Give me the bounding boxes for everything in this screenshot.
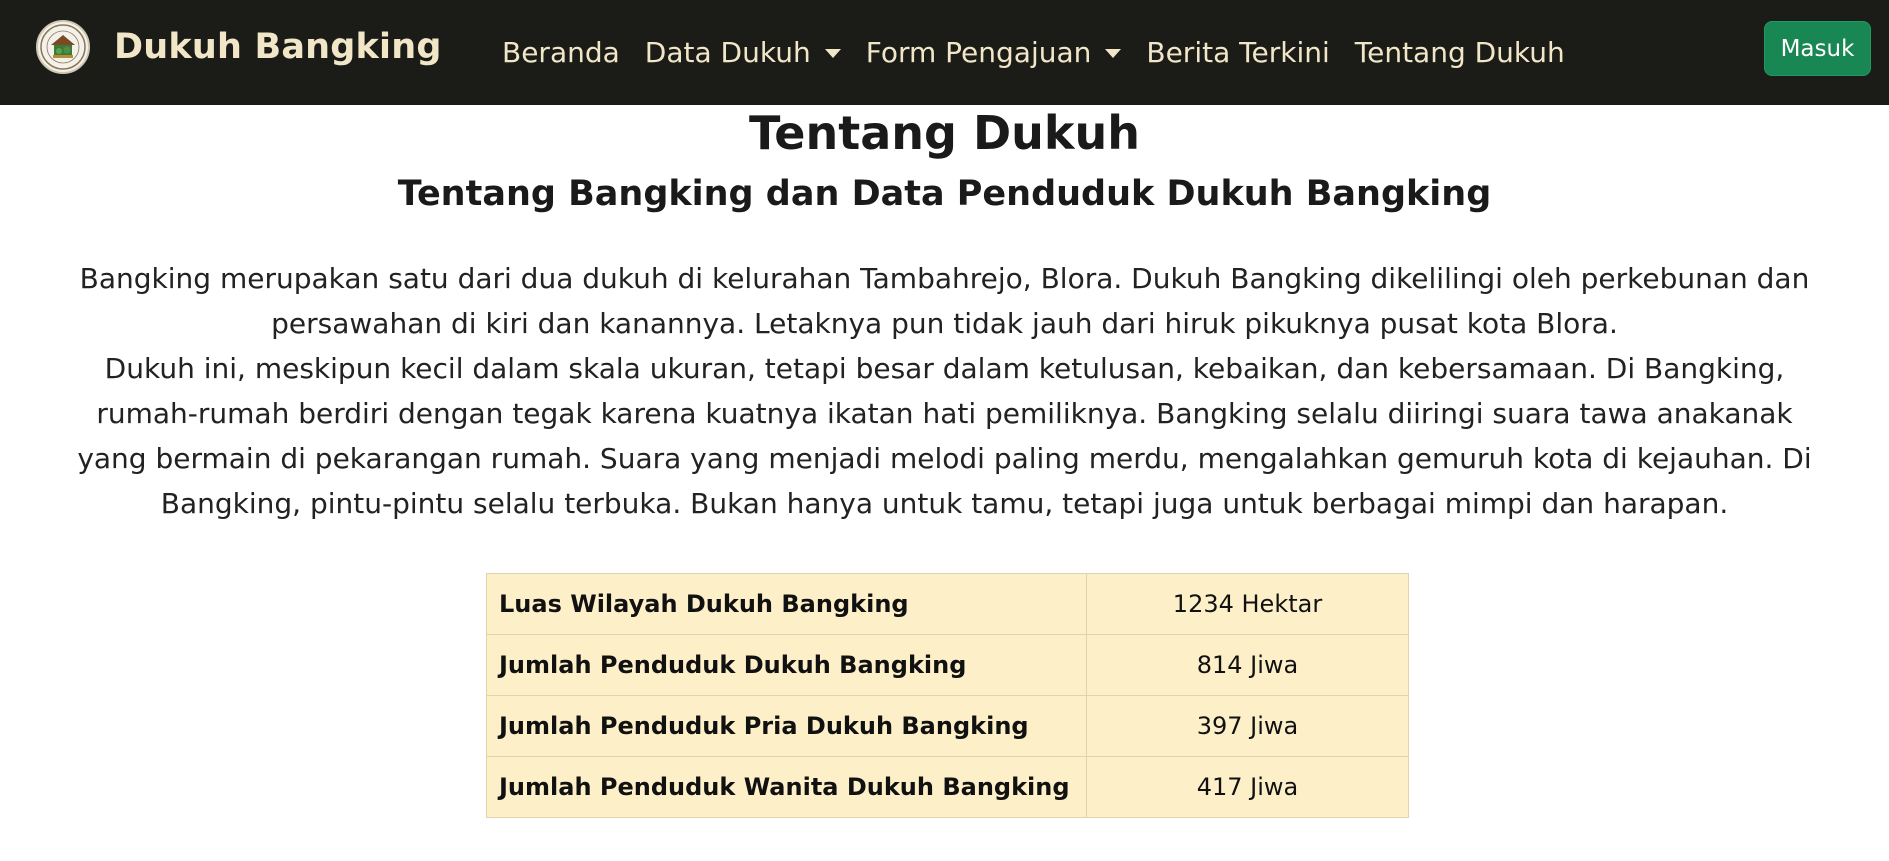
table-row <box>487 635 1409 696</box>
population-stats-table <box>486 573 1409 818</box>
page-title: Tentang Dukuh <box>749 106 1140 160</box>
stat-label: Jumlah Penduduk Wanita Dukuh Bangking <box>487 757 1087 818</box>
table-row <box>487 757 1409 818</box>
stat-value: 1234 Hektar <box>1087 574 1409 635</box>
table-row <box>487 574 1409 635</box>
stat-value: 397 Jiwa <box>1087 696 1409 757</box>
nav-berita-terkini[interactable] <box>1146 36 1329 69</box>
about-paragraph-2: Dukuh ini, meskipun kecil dalam skala ukuran, tetapi besar dalam ketulusan, kebaikan, dan kebersamaan. Di Bangking, rumah-rumah berdiri dengan tegak karena kuatnya ikatan hati pemiliknya. Bangking selalu diiringi suara tawa anakanak yang bermain di pekarangan rumah. Suara yang menjadi melodi paling merdu, mengalahkan gemuruh kota di kejauhan. Di Bangking, pintu-pintu selalu terbuka. Bukan hanya untuk tamu, tetapi juga untuk berbagai mimpi dan harapan. <box>77 352 1812 520</box>
about-description <box>60 256 1829 526</box>
nav-data-dukuh-label: Data Dukuh <box>644 36 811 69</box>
nav-form-pengajuan-label: Form Pengajuan <box>865 36 1092 69</box>
nav-menu <box>502 0 1590 105</box>
login-button[interactable]: Masuk <box>1764 21 1871 76</box>
stat-label: Jumlah Penduduk Pria Dukuh Bangking <box>487 696 1087 757</box>
stat-label: Luas Wilayah Dukuh Bangking <box>487 574 1087 635</box>
caret-down-icon <box>1105 49 1121 58</box>
stat-value: 417 Jiwa <box>1087 757 1409 818</box>
brand-link[interactable] <box>36 20 442 74</box>
stat-label: Jumlah Penduduk Dukuh Bangking <box>487 635 1087 696</box>
village-logo-icon <box>36 20 90 74</box>
navbar <box>0 0 1889 105</box>
caret-down-icon <box>825 49 841 58</box>
table-row <box>487 696 1409 757</box>
brand-title[interactable]: Dukuh Bangking <box>114 27 442 67</box>
nav-form-pengajuan-dropdown[interactable] <box>866 36 1122 69</box>
nav-berita-terkini-label: Berita Terkini <box>1146 36 1330 69</box>
page-subtitle: Tentang Bangking dan Data Penduduk Dukuh Bangking <box>397 174 1492 214</box>
nav-beranda-label: Beranda <box>502 36 620 69</box>
nav-tentang-dukuh-label: Tentang Dukuh <box>1354 36 1565 69</box>
stat-value: 814 Jiwa <box>1087 635 1409 696</box>
nav-tentang-dukuh[interactable] <box>1355 36 1565 69</box>
about-paragraph-1: Bangking merupakan satu dari dua dukuh di kelurahan Tambahrejo, Blora. Dukuh Bangking dikelilingi oleh perkebunan dan persawahan di kiri dan kanannya. Letaknya pun tidak jauh dari hiruk pikuknya pusat kota Blora. <box>79 262 1810 340</box>
nav-data-dukuh-dropdown[interactable] <box>645 36 841 69</box>
nav-beranda[interactable] <box>502 36 620 69</box>
